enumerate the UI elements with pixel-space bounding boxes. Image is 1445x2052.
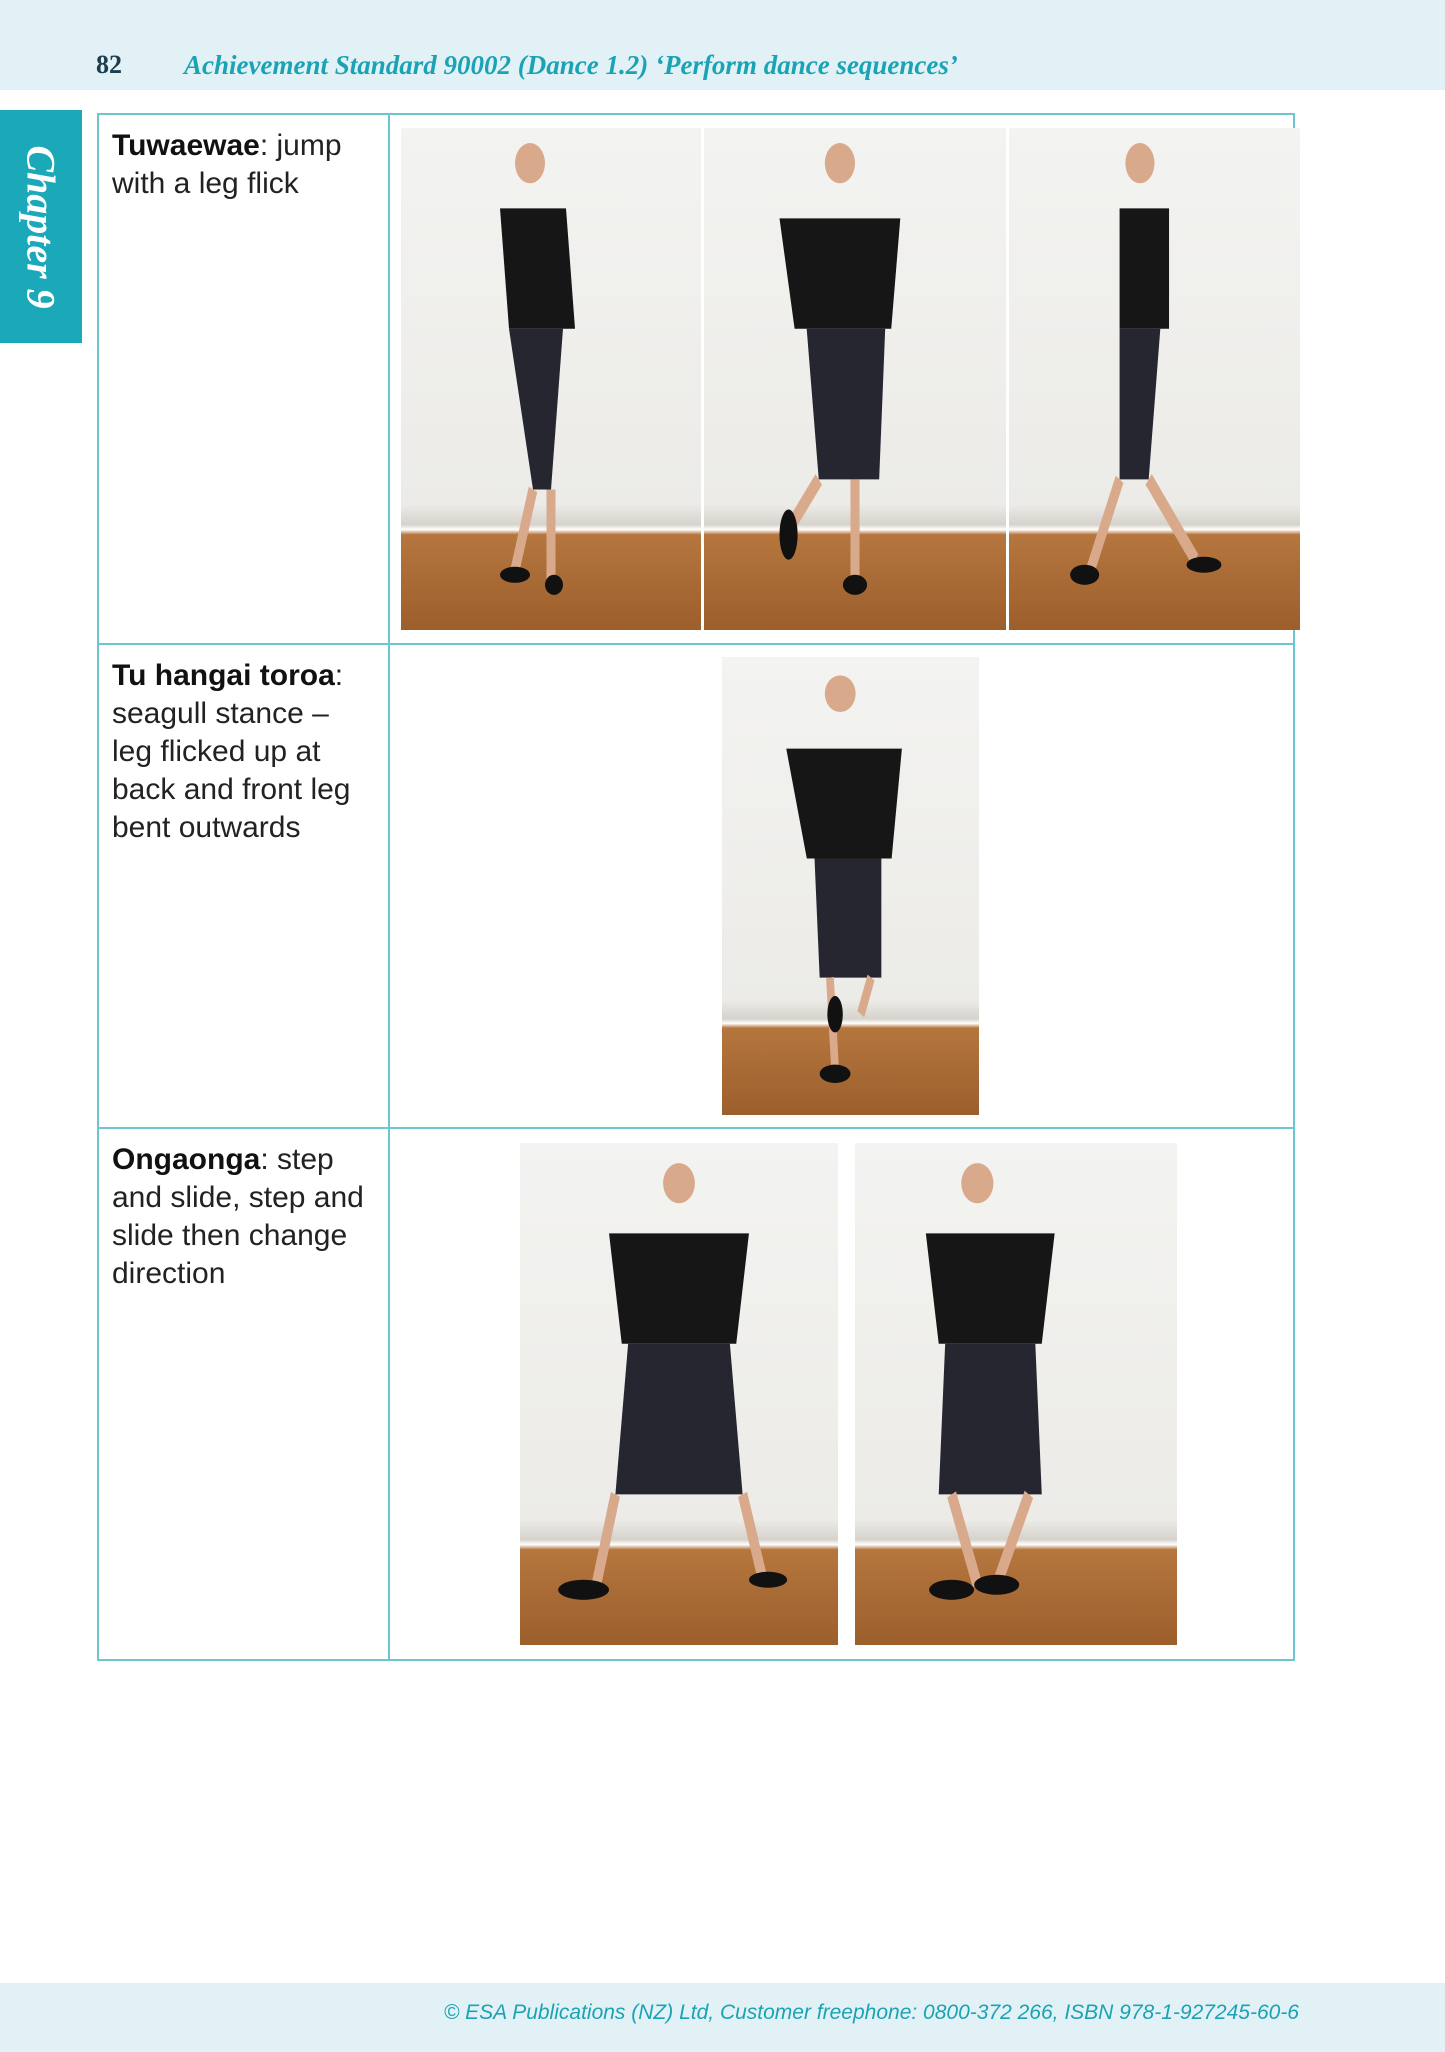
move-term: Tu hangai toroa: [112, 659, 335, 692]
move-description: : jump with a leg flick: [112, 129, 342, 200]
move-photos-cell: [390, 1129, 1293, 1661]
table-row: [99, 1129, 1293, 1661]
copyright-line: © ESA Publications (NZ) Ltd, Customer freephone: 0800-372 266, ISBN 978-1-927245-60-6: [443, 2001, 1299, 2024]
table-row: [99, 115, 1293, 645]
move-description: : seagull stance – leg flicked up at back and front leg bent outwards: [112, 659, 351, 844]
move-photos-cell: [390, 645, 1293, 1127]
move-description: : step and slide, step and slide then change direction: [112, 1143, 364, 1290]
chapter-tab: [0, 110, 82, 343]
dancer-photo: [855, 1143, 1177, 1645]
dancer-figure-icon: [520, 1143, 838, 1645]
dancer-figure-icon: [1009, 128, 1300, 630]
move-photos-cell: [390, 115, 1293, 643]
page-header: [0, 0, 1445, 90]
dancer-figure-icon: [401, 128, 701, 630]
dancer-figure-icon: [704, 128, 1006, 630]
move-term: Tuwaewae: [112, 129, 260, 162]
dancer-figure-icon: [722, 657, 979, 1115]
dancer-photo: [520, 1143, 838, 1645]
dancer-photo: [722, 657, 979, 1115]
page-footer: [0, 1983, 1445, 2052]
move-term: Ongaonga: [112, 1143, 261, 1176]
table-row: [99, 645, 1293, 1129]
running-title: Achievement Standard 90002 (Dance 1.2) ‘Perform dance sequences’: [184, 50, 958, 80]
move-label-cell: [99, 1129, 390, 1661]
move-label-cell: [99, 115, 390, 643]
chapter-tab-label: Chapter 9: [18, 144, 64, 309]
dancer-photo: [1009, 128, 1300, 630]
dancer-photo: [401, 128, 701, 630]
page-number: 82: [96, 50, 122, 79]
dancer-figure-icon: [855, 1143, 1177, 1645]
dance-moves-table: [97, 113, 1295, 1661]
move-label-cell: [99, 645, 390, 1127]
dancer-photo: [704, 128, 1006, 630]
